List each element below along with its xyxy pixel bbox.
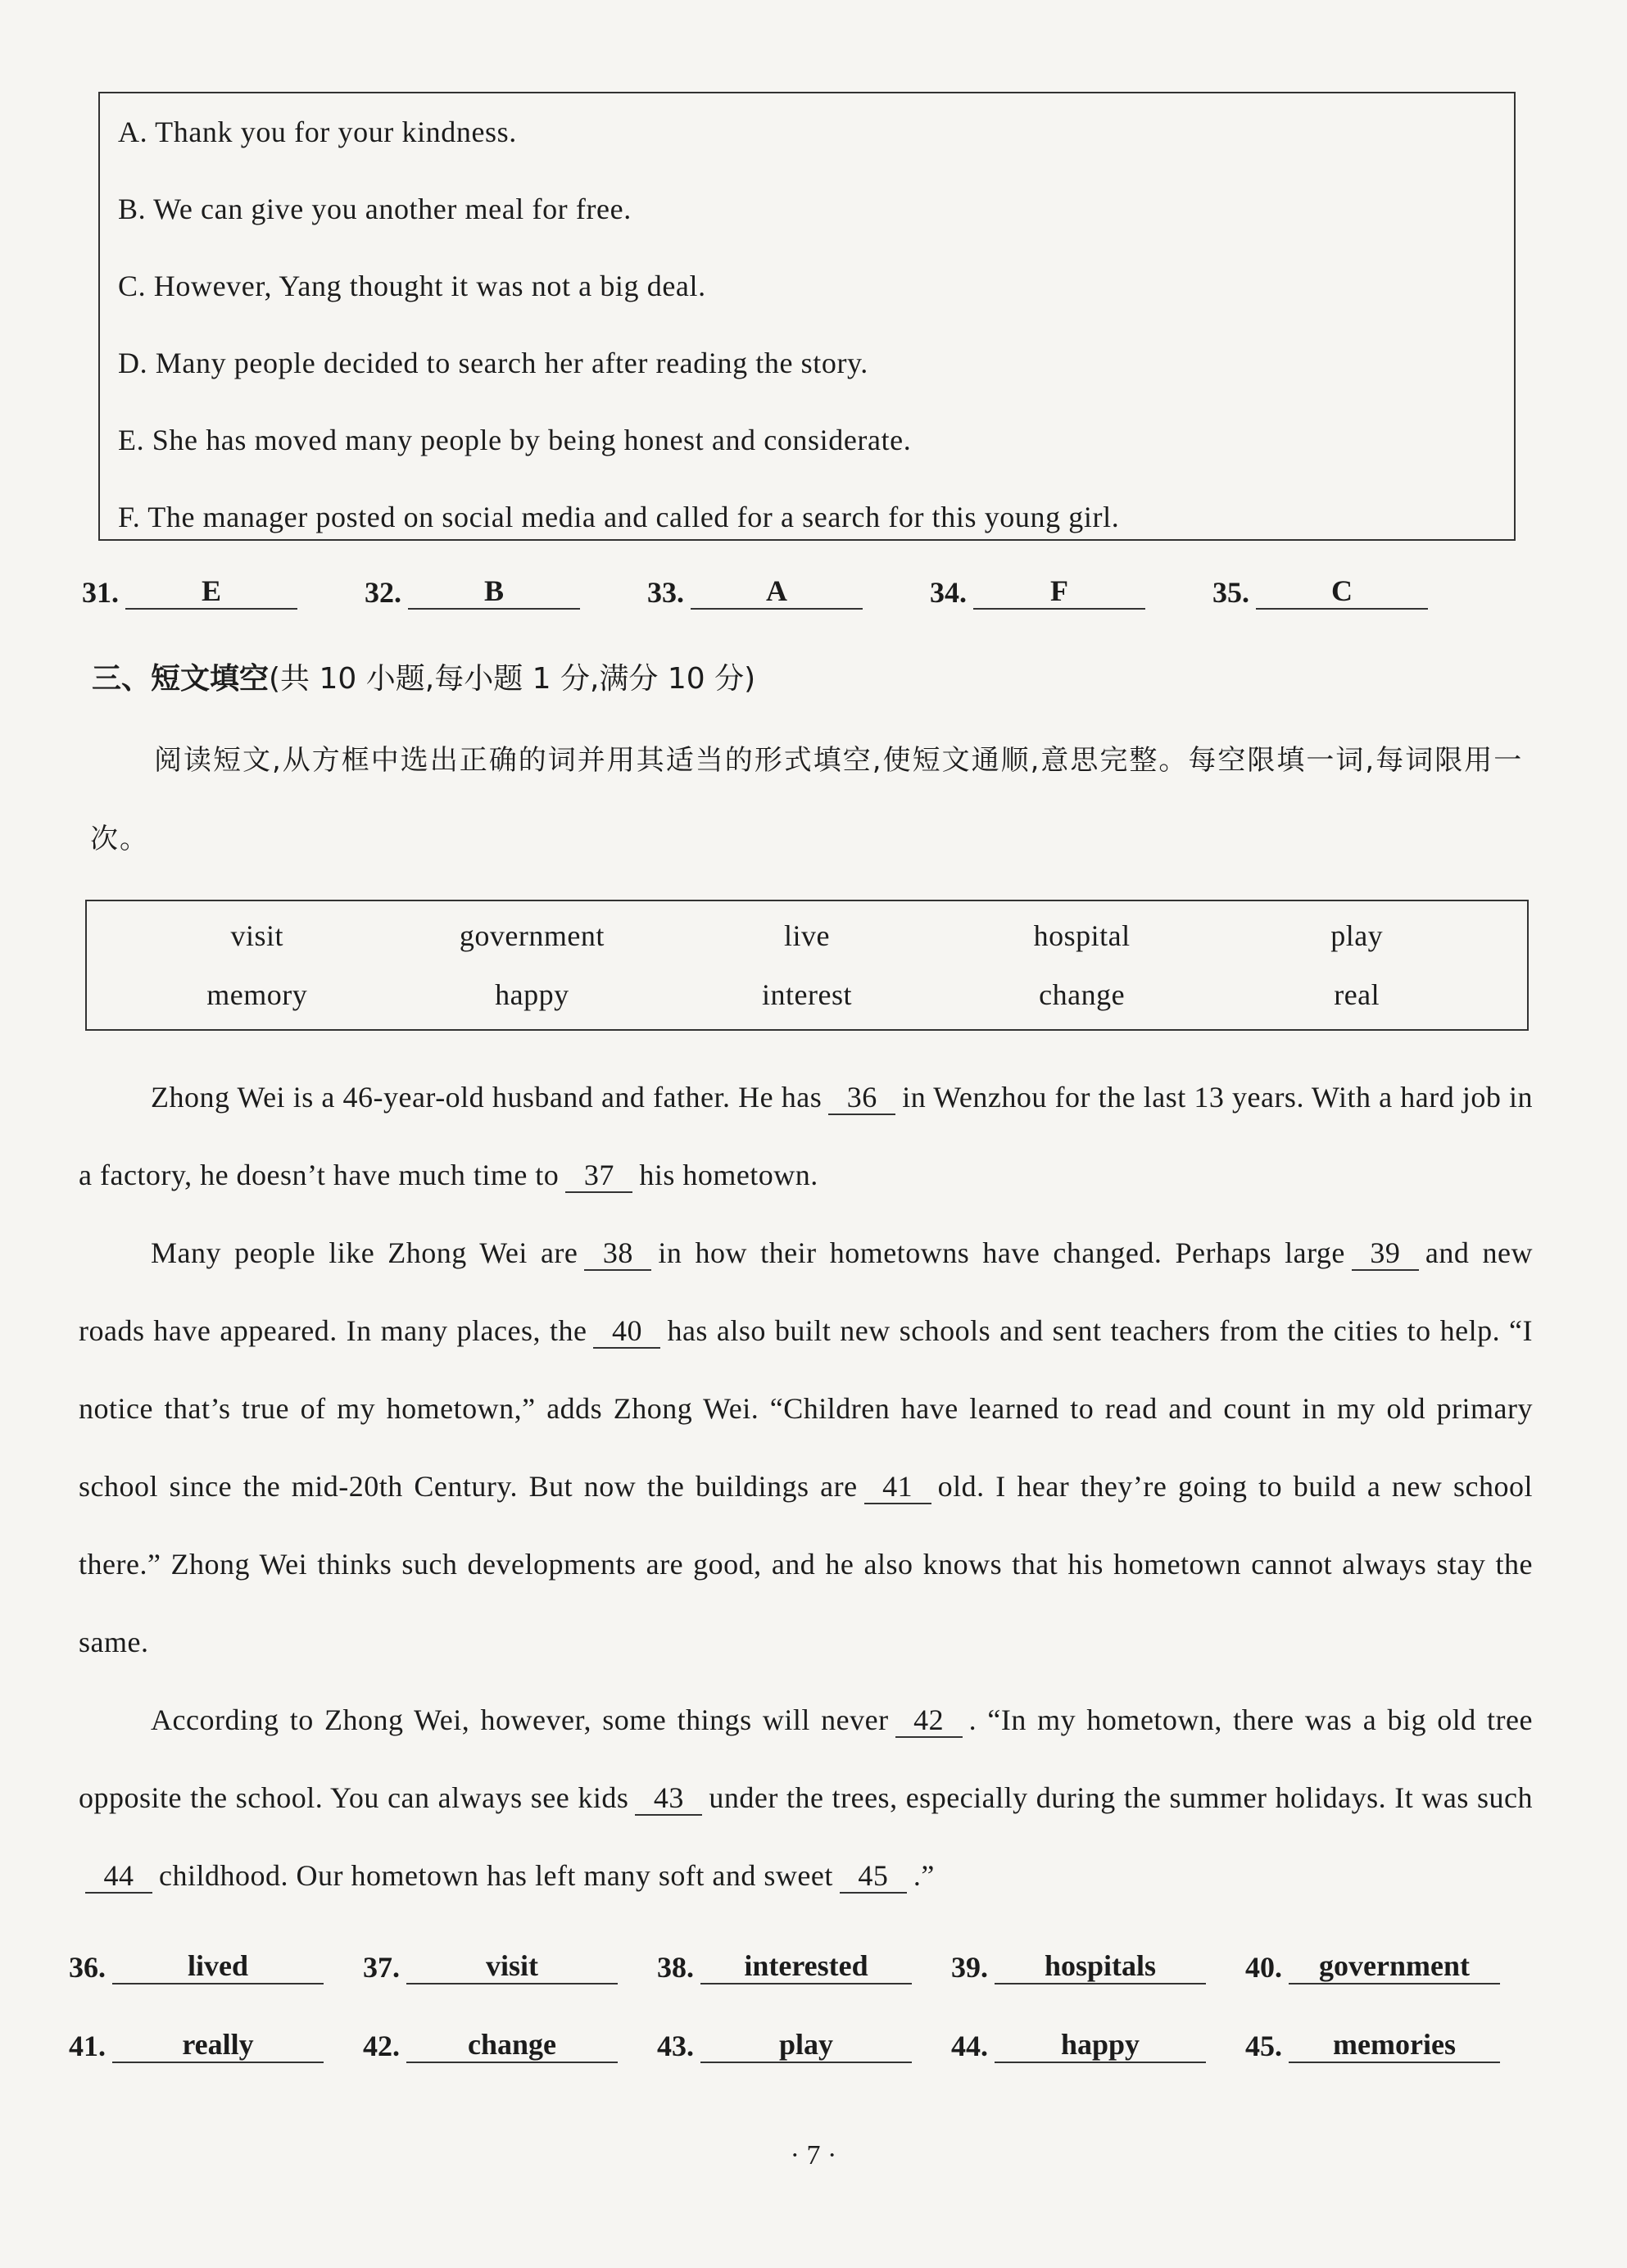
answer-blank[interactable]: E bbox=[125, 574, 297, 610]
answer-41 bbox=[69, 2027, 324, 2063]
answer-31 bbox=[82, 574, 297, 610]
answer-blank[interactable]: really bbox=[112, 2027, 324, 2063]
answer-blank[interactable]: government bbox=[1289, 1948, 1500, 1984]
answer-32 bbox=[365, 574, 580, 610]
answer-35 bbox=[1212, 574, 1428, 610]
answer-number: 32. bbox=[365, 576, 401, 609]
answer-number: 35. bbox=[1212, 576, 1249, 609]
answer-blank[interactable]: happy bbox=[995, 2027, 1206, 2063]
passage-text: . “In my hometown, there was a big old tree opposite the school. You can always see kids bbox=[79, 1703, 1533, 1814]
section-note: (共 10 小题,每小题 1 分,满分 10 分) bbox=[269, 662, 756, 696]
answer-number: 34. bbox=[930, 576, 967, 609]
gap-45[interactable]: 45 bbox=[840, 1859, 907, 1894]
word-bank-item: live bbox=[784, 919, 830, 952]
options-box bbox=[98, 92, 1516, 541]
section-title: 三、短文填空 bbox=[92, 662, 270, 696]
answer-blank[interactable]: interested bbox=[700, 1948, 912, 1984]
gap-42[interactable]: 42 bbox=[895, 1703, 963, 1738]
word-bank-item: government bbox=[459, 919, 605, 952]
passage-text: his hometown. bbox=[639, 1159, 818, 1191]
answer-33 bbox=[647, 574, 863, 610]
answer-blank[interactable]: change bbox=[406, 2027, 618, 2063]
section-instruction: 阅读短文,从方框中选出正确的词并用其适当的形式填空,使短文通顺,意思完整。每空限填一词,每词限用一次。 bbox=[90, 744, 1524, 855]
answer-43 bbox=[657, 2027, 912, 2063]
page-number: · 7 · bbox=[790, 2140, 837, 2170]
option-c: C. However, Yang thought it was not a big deal. bbox=[118, 270, 706, 302]
passage-text: childhood. Our hometown has left many soft and sweet bbox=[159, 1859, 833, 1892]
answer-blank[interactable]: play bbox=[700, 2027, 912, 2063]
passage-text: and new roads have appeared. In many places, the bbox=[79, 1236, 1533, 1347]
passage-text: .” bbox=[913, 1859, 935, 1892]
gap-39[interactable]: 39 bbox=[1352, 1236, 1419, 1271]
answer-number: 42. bbox=[363, 2030, 400, 2062]
gap-41[interactable]: 41 bbox=[864, 1470, 931, 1504]
answer-number: 36. bbox=[69, 1951, 106, 1984]
answer-row-36-40 bbox=[69, 1948, 1527, 1984]
option-a: A. Thank you for your kindness. bbox=[118, 116, 517, 148]
option-e: E. She has moved many people by being honest and considerate. bbox=[118, 424, 912, 456]
answer-42 bbox=[363, 2027, 618, 2063]
passage bbox=[79, 1059, 1533, 1915]
word-bank-item: real bbox=[1334, 978, 1380, 1011]
answer-number: 40. bbox=[1245, 1951, 1282, 1984]
answer-39 bbox=[951, 1948, 1206, 1984]
answer-blank[interactable]: B bbox=[408, 574, 580, 610]
answer-number: 43. bbox=[657, 2030, 694, 2062]
answer-number: 45. bbox=[1245, 2030, 1282, 2062]
passage-text: According to Zhong Wei, however, some things will never bbox=[151, 1703, 889, 1736]
answer-blank[interactable]: hospitals bbox=[995, 1948, 1206, 1984]
answer-37 bbox=[363, 1948, 618, 1984]
answer-number: 31. bbox=[82, 576, 119, 609]
passage-text: Zhong Wei is a 46-year-old husband and father. He has bbox=[151, 1081, 823, 1114]
answer-number: 41. bbox=[69, 2030, 106, 2062]
answer-number: 44. bbox=[951, 2030, 988, 2062]
answer-blank[interactable]: memories bbox=[1289, 2027, 1500, 2063]
word-bank bbox=[85, 900, 1529, 1031]
passage-text: old. I hear they’re going to build a new school there.” Zhong Wei thinks such developments are good, and he also knows that his hometown cannot always stay the same. bbox=[79, 1470, 1534, 1658]
answer-45 bbox=[1245, 2027, 1500, 2063]
answer-number: 33. bbox=[647, 576, 684, 609]
answer-40 bbox=[1245, 1948, 1500, 1984]
passage-text: has also built new schools and sent teachers from the cities to help. “I notice that’s true of my hometown,” adds Zhong Wei. “Children have learned to read and count in my old primary school since the mid-20th Century. But now the buildings are bbox=[79, 1314, 1533, 1503]
answer-blank[interactable]: C bbox=[1256, 574, 1428, 610]
answer-34 bbox=[930, 574, 1145, 610]
word-bank-item: hospital bbox=[1033, 919, 1131, 952]
answer-blank[interactable]: A bbox=[691, 574, 863, 610]
passage-text: under the trees, especially during the summer holidays. It was such bbox=[709, 1781, 1533, 1814]
passage-paragraph-1 bbox=[79, 1059, 1533, 1214]
answer-row-41-45 bbox=[69, 2027, 1527, 2063]
passage-paragraph-2 bbox=[79, 1214, 1533, 1681]
answer-36 bbox=[69, 1948, 324, 1984]
option-d: D. Many people decided to search her after reading the story. bbox=[118, 347, 868, 379]
passage-text: in Wenzhou for the last 13 years. With a hard job in a factory, he doesn’t have much time to bbox=[79, 1081, 1533, 1191]
word-bank-item: visit bbox=[230, 919, 284, 952]
word-bank-item: play bbox=[1330, 919, 1384, 952]
answer-blank[interactable]: visit bbox=[406, 1948, 618, 1984]
answer-number: 39. bbox=[951, 1951, 988, 1984]
answer-row-31-35 bbox=[82, 574, 1540, 610]
option-f: F. The manager posted on social media and called for a search for this young girl. bbox=[118, 501, 1120, 533]
gap-40[interactable]: 40 bbox=[593, 1314, 660, 1349]
answer-44 bbox=[951, 2027, 1206, 2063]
word-bank-item: change bbox=[1039, 978, 1126, 1011]
answer-number: 38. bbox=[657, 1951, 694, 1984]
answer-38 bbox=[657, 1948, 912, 1984]
answer-blank[interactable]: F bbox=[973, 574, 1145, 610]
gap-43[interactable]: 43 bbox=[635, 1781, 702, 1816]
gap-38[interactable]: 38 bbox=[584, 1236, 651, 1271]
answer-number: 37. bbox=[363, 1951, 400, 1984]
gap-44[interactable]: 44 bbox=[85, 1859, 152, 1894]
answer-blank[interactable]: lived bbox=[112, 1948, 324, 1984]
word-bank-item: memory bbox=[206, 978, 308, 1011]
gap-36[interactable]: 36 bbox=[828, 1081, 895, 1115]
word-bank-item: happy bbox=[495, 978, 569, 1011]
section-heading bbox=[92, 655, 755, 697]
passage-paragraph-3 bbox=[79, 1681, 1533, 1915]
passage-text: in how their hometowns have changed. Perhaps large bbox=[658, 1236, 1345, 1269]
word-bank-item: interest bbox=[762, 978, 852, 1011]
option-b: B. We can give you another meal for free. bbox=[118, 193, 632, 225]
passage-text: Many people like Zhong Wei are bbox=[151, 1236, 578, 1269]
gap-37[interactable]: 37 bbox=[565, 1159, 632, 1193]
